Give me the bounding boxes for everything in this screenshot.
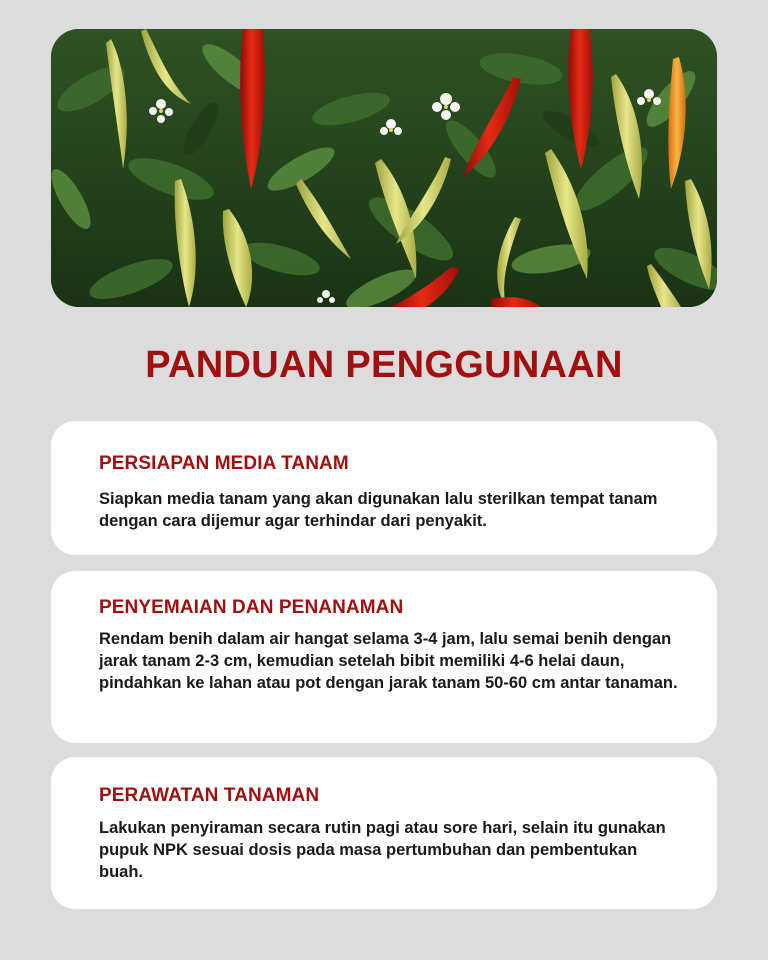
page-title: PANDUAN PENGGUNAAN	[145, 344, 623, 386]
section-card-media-preparation	[51, 421, 717, 555]
section-heading: PERAWATAN TANAMAN	[99, 785, 320, 806]
section-text: Rendam benih dalam air hangat selama 3-4 jam, lalu semai benih dengan jarak tanam 2-3 cm, kemudian setelah bibit memiliki 4-6 helai daun, pindahkan ke lahan atau pot dengan jarak tanam 50-60 cm antar tanaman.	[99, 630, 678, 692]
section-heading: PENYEMAIAN DAN PENANAMAN	[99, 597, 404, 618]
section-text: Siapkan media tanam yang akan digunakan lalu sterilkan tempat tanam dengan cara dijemur agar terhindar dari penyakit.	[99, 490, 658, 530]
section-heading: PERSIAPAN MEDIA TANAM	[99, 453, 349, 474]
section-text: Lakukan penyiraman secara rutin pagi atau sore hari, selain itu gunakan pupuk NPK sesuai dosis pada masa pertumbuhan dan pembentukan buah.	[99, 819, 666, 881]
chili-plants-illustration	[51, 29, 717, 307]
section-card-plant-care	[51, 757, 717, 909]
section-card-seeding-planting	[51, 571, 717, 743]
hero-image	[51, 29, 717, 307]
